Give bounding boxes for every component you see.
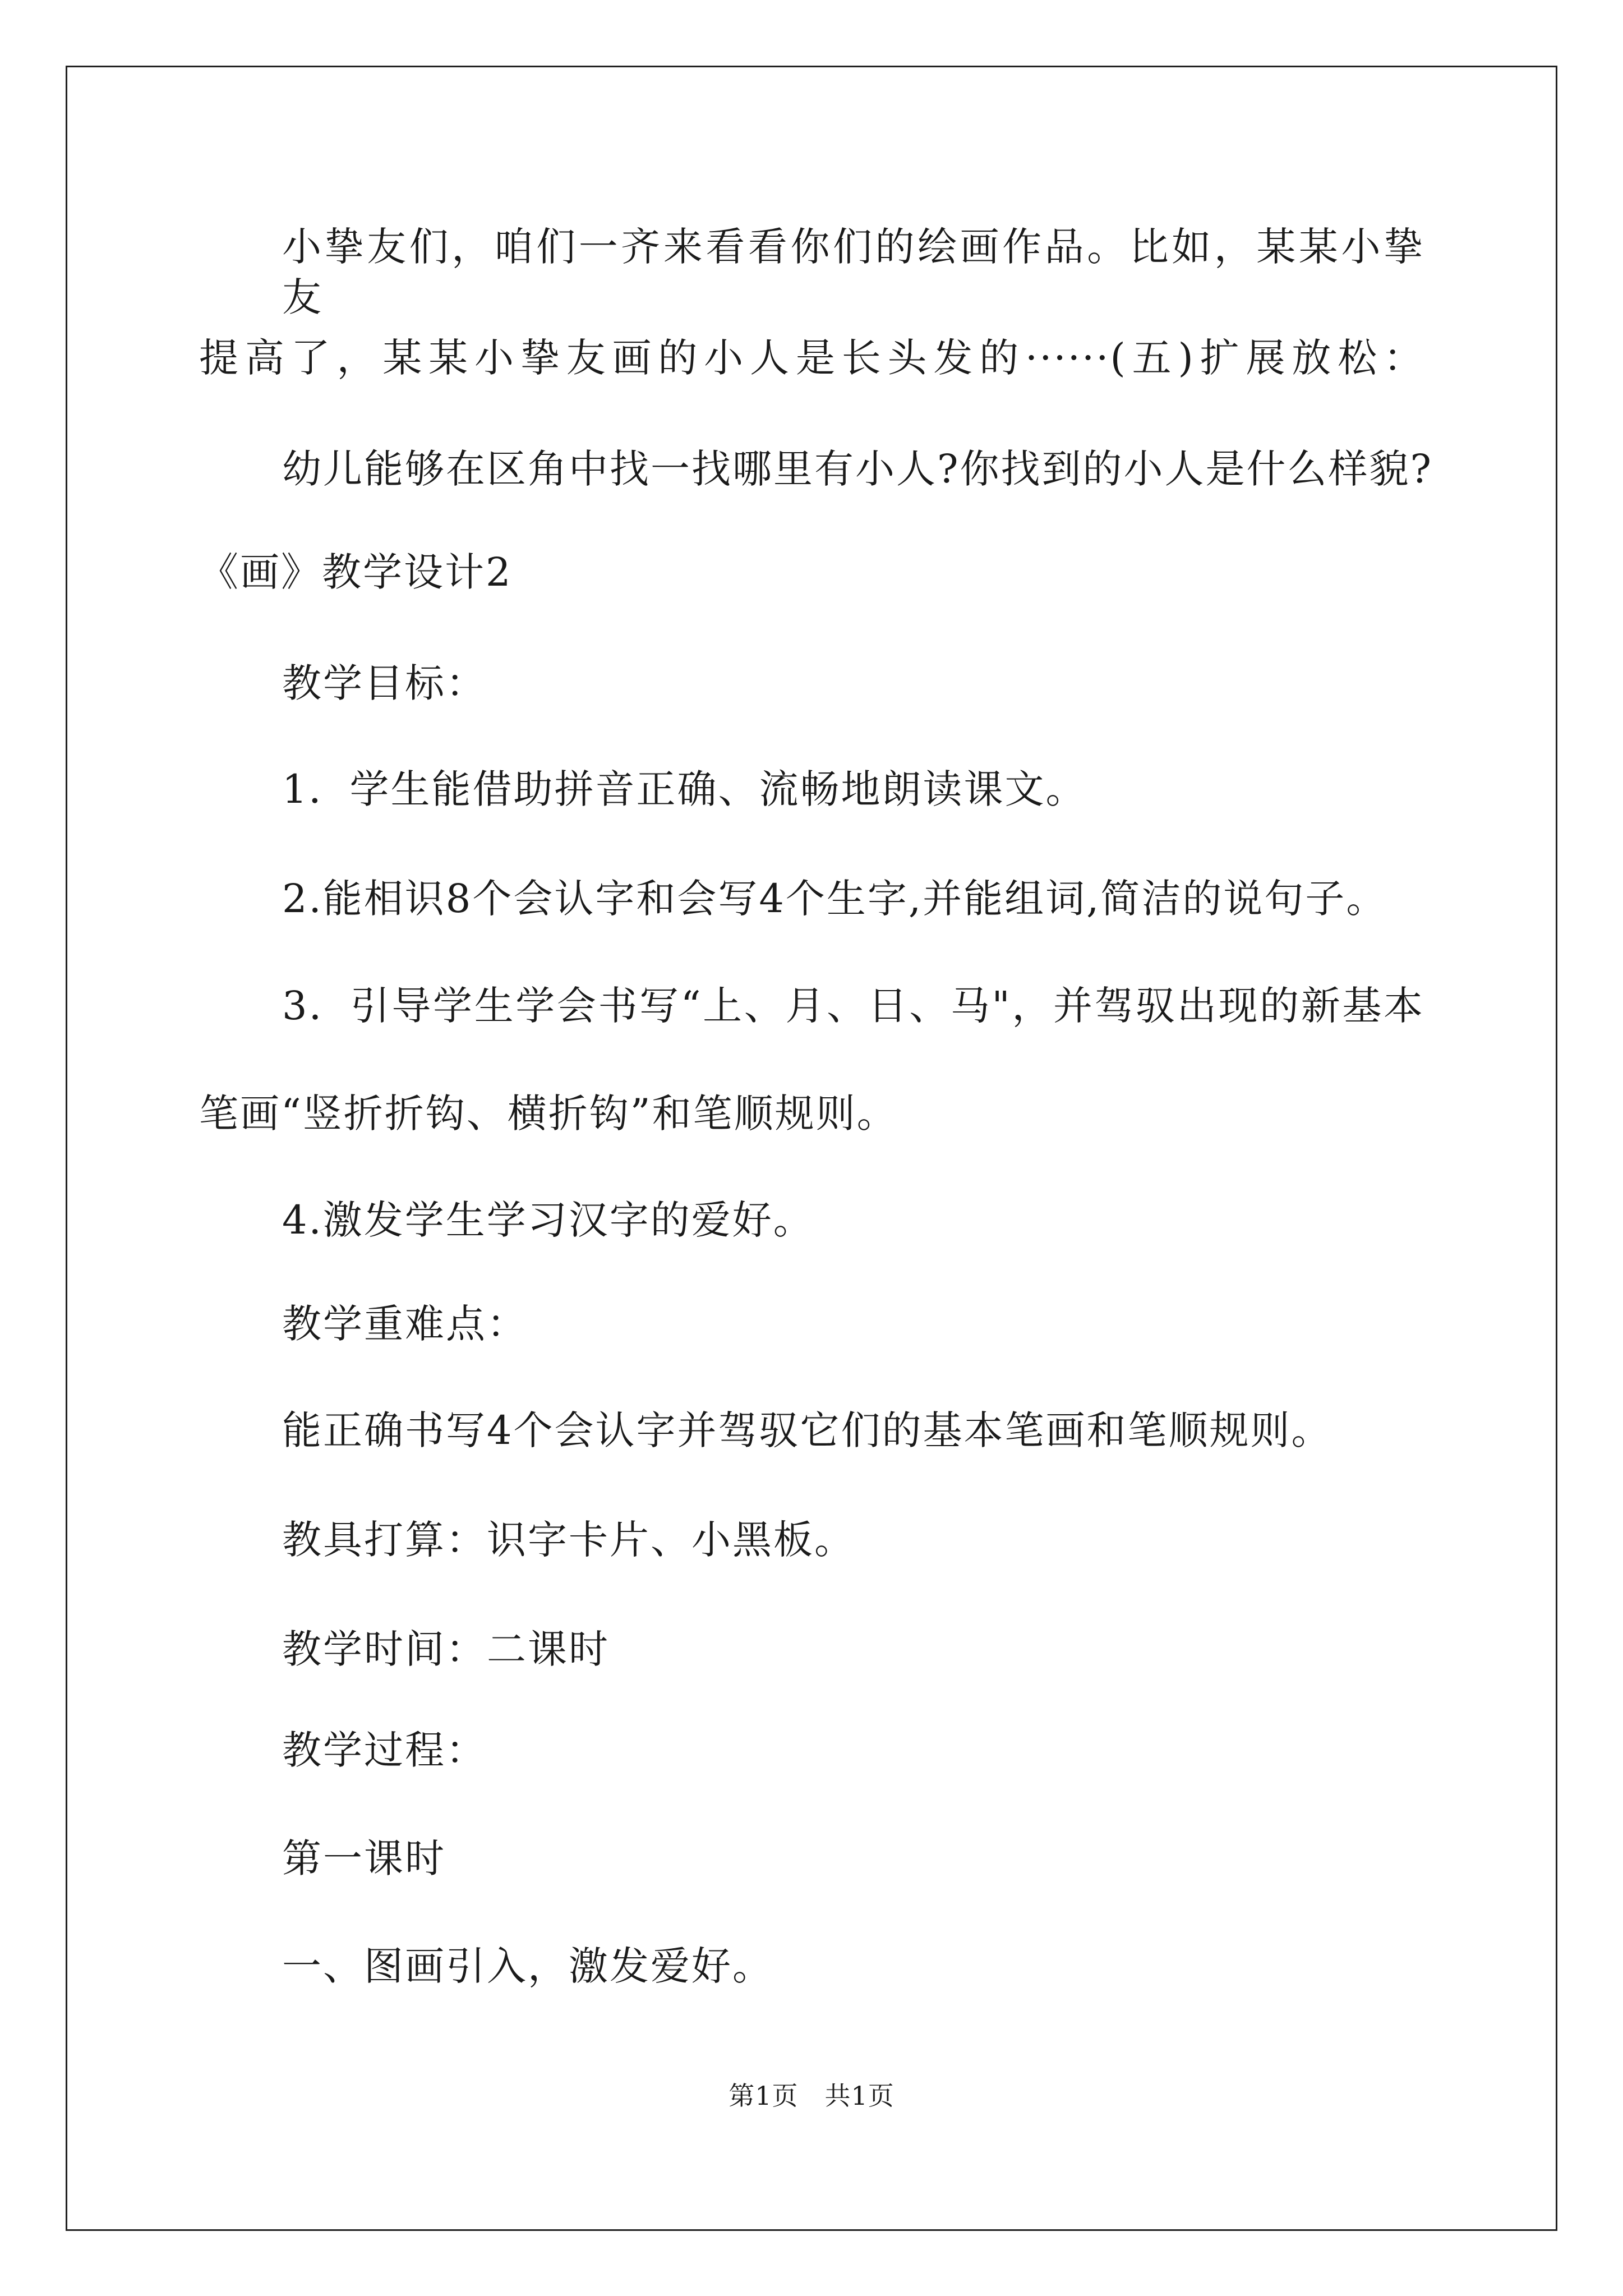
paragraph-1-line-2: 提高了，某某小挚友画的小人是长头发的······(五)扩展放松：	[199, 335, 1424, 381]
page-border	[66, 66, 1557, 2231]
section-heading: 《画》教学设计2	[199, 549, 513, 595]
key-points-heading: 教学重难点：	[282, 1301, 528, 1347]
objectives-heading: 教学目标：	[282, 660, 487, 706]
key-points-text: 能正确书写4个会认字并驾驭它们的基本笔画和笔顺规则。	[282, 1407, 1332, 1453]
objective-3-line-2: 笔画“竖折折钩、横折钩”和笔顺规则。	[199, 1091, 898, 1137]
objective-1: 1．学生能借助拼音正确、流畅地朗读课文。	[282, 766, 1087, 812]
paragraph-2: 幼儿能够在区角中找一找哪里有小人?你找到的小人是什么样貌?	[282, 446, 1433, 492]
first-lesson-heading: 第一课时	[282, 1835, 446, 1881]
teaching-time: 教学时间：二课时	[282, 1626, 610, 1672]
teaching-aids: 教具打算：识字卡片、小黑板。	[282, 1517, 855, 1563]
page-footer: 第1页 共1页	[728, 2081, 895, 2111]
process-heading: 教学过程：	[282, 1727, 487, 1773]
objective-4: 4.激发学生学习汉字的爱好。	[282, 1197, 814, 1243]
objective-3-line-1: 3．引导学生学会书写“上、月、日、马"，并驾驭出现的新基本	[282, 983, 1424, 1029]
objective-2: 2.能相识8个会认字和会写4个生字,并能组词,简洁的说句子。	[282, 876, 1387, 922]
step-1-heading: 一、图画引入，激发爱好。	[282, 1943, 773, 1989]
paragraph-1-line-1: 小挚友们，咱们一齐来看看你们的绘画作品。比如，某某小挚友	[282, 224, 1424, 320]
